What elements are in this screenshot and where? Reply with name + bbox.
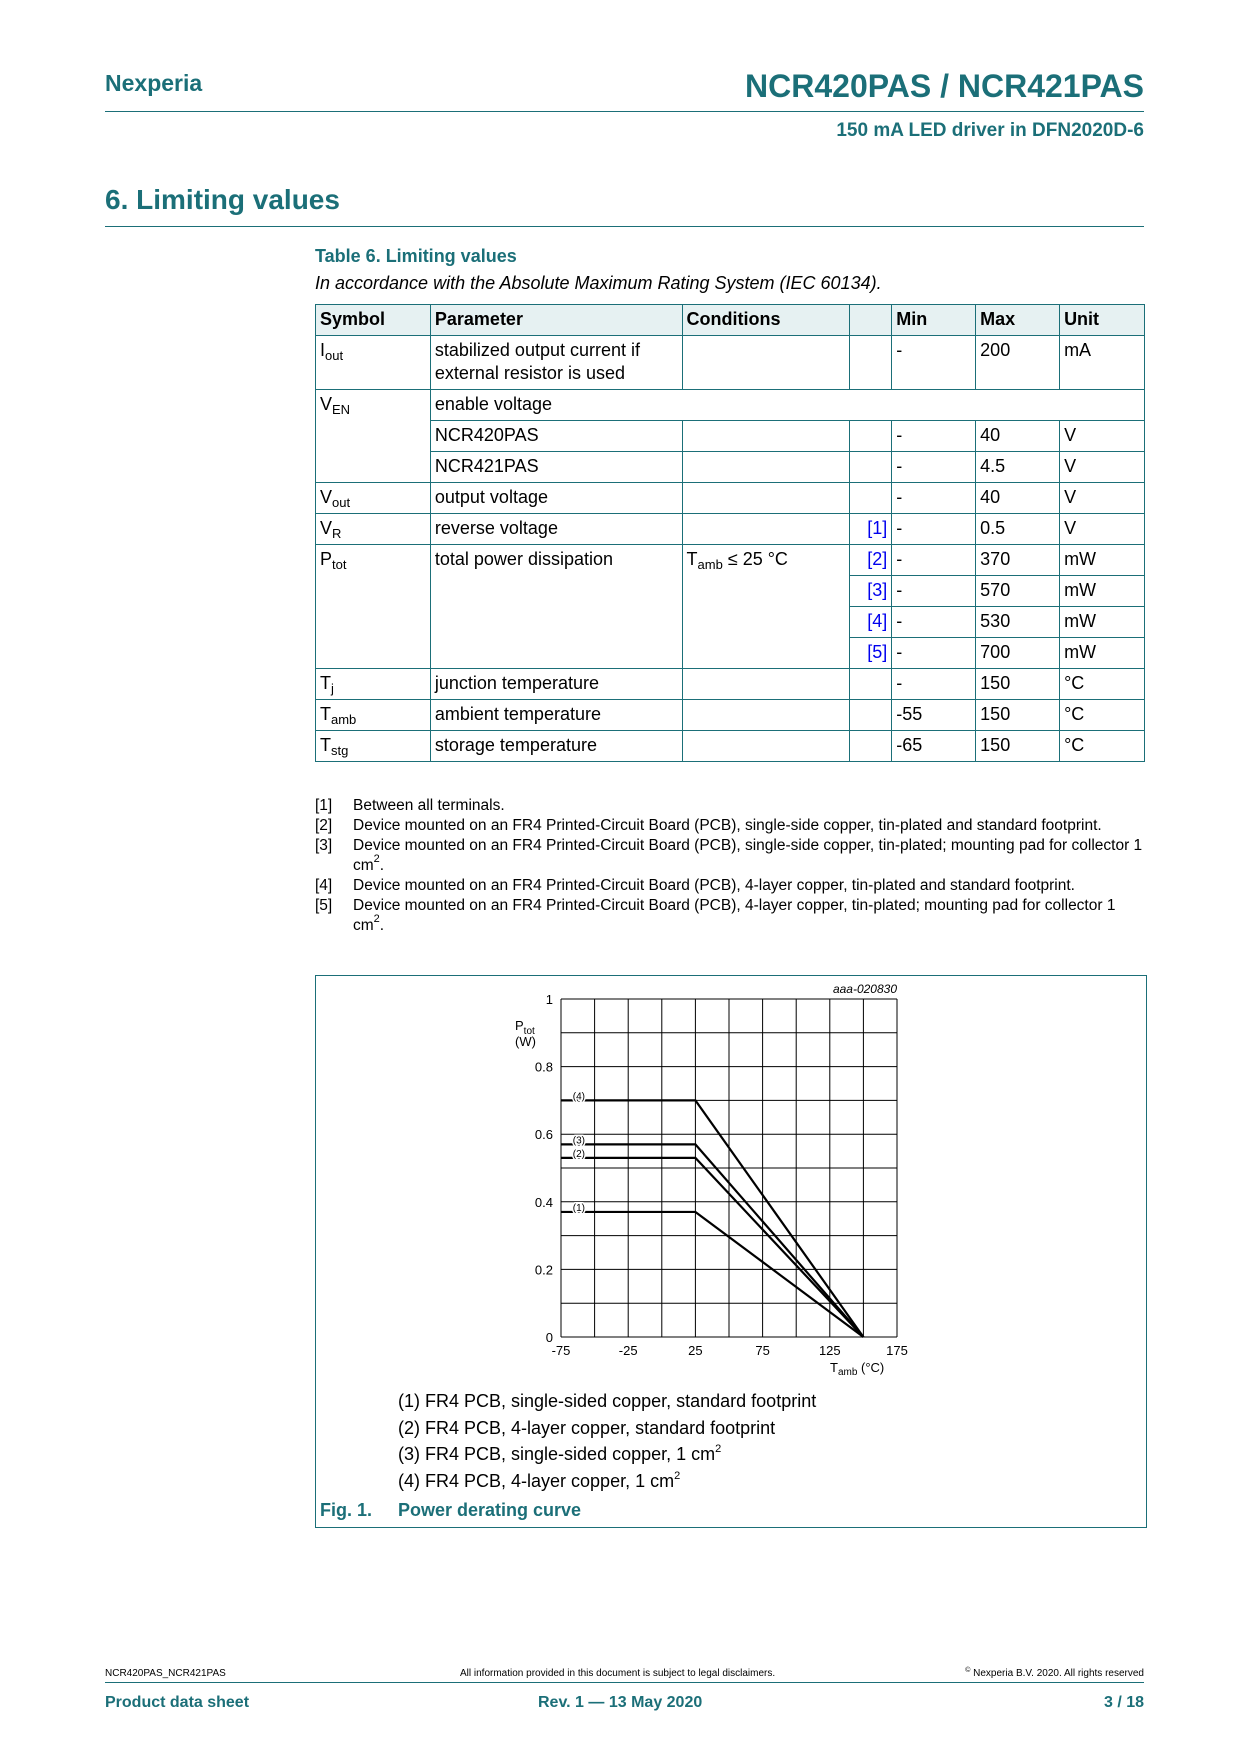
unit-cell: mW (1060, 607, 1145, 638)
min-cell: -55 (892, 700, 976, 731)
max-cell: 4.5 (976, 452, 1060, 483)
max-cell: 150 (976, 700, 1060, 731)
footnote-ref-link[interactable]: [1] (850, 514, 892, 545)
symbol-cell: $T_{amb}$ (316, 700, 431, 731)
footnote-item: [4] Device mounted on an FR4 Printed-Circuit Board (PCB), 4-layer copper, tin-plated and standard footprint. (315, 877, 1075, 894)
symbol-cell: $T_{stg}$ (316, 731, 431, 762)
ref-cell (850, 700, 892, 731)
min-cell: -65 (892, 731, 976, 762)
header-max: Max (976, 305, 1060, 336)
min-cell: - (892, 576, 976, 607)
y-tick-label: 1 (545, 992, 553, 1007)
max-cell: 530 (976, 607, 1060, 638)
min-cell: - (892, 336, 976, 390)
parameter-cell: junction temperature (430, 669, 682, 700)
figure-frame (315, 975, 1147, 1528)
table-title: Table 6. Limiting values (315, 246, 517, 266)
max-cell: 0.5 (976, 514, 1060, 545)
table-header-row (316, 305, 1145, 336)
footer-doc-type: Product data sheet (105, 1694, 250, 1711)
series-line (561, 1158, 863, 1337)
series-label: (3) (572, 1135, 585, 1147)
limiting-values-table (315, 304, 1145, 762)
unit-cell: V (1060, 514, 1145, 545)
figure-caption: Fig. 1. Power derating curve (320, 1500, 582, 1520)
unit-cell: mW (1060, 638, 1145, 669)
section-title: 6. Limiting values (105, 184, 340, 215)
unit-cell: °C (1060, 669, 1145, 700)
ref-cell (850, 669, 892, 700)
table-row (316, 483, 1145, 514)
header-min: Min (892, 305, 976, 336)
parameter-cell: ambient temperature (430, 700, 682, 731)
legend-item: (2) FR4 PCB, 4-layer copper, standard footprint (398, 1417, 776, 1438)
y-axis-unit: (W) (515, 1034, 536, 1049)
header-parameter: Parameter (430, 305, 682, 336)
footer-copyright: © Nexperia B.V. 2020. All rights reserved (965, 1667, 1144, 1679)
conditions-cell (682, 483, 850, 514)
series-label: (1) (572, 1202, 585, 1214)
x-tick-label: 25 (688, 1343, 703, 1358)
y-tick-label: 0 (545, 1330, 553, 1345)
min-cell: - (892, 669, 976, 700)
table-row (316, 731, 1145, 762)
min-cell: - (892, 421, 976, 452)
x-tick-label: 75 (755, 1343, 770, 1358)
footnotes (315, 796, 1145, 936)
header-divider (105, 111, 1144, 112)
y-axis-label: $P_{tot}$ (515, 1018, 535, 1037)
unit-cell: V (1060, 421, 1145, 452)
table-row (316, 336, 1145, 390)
footnote-ref-link[interactable]: [2] (850, 545, 892, 576)
footnote-item: [3] Device mounted on an FR4 Printed-Circuit Board (PCB), single-side copper, tin-plated; mounting pad for collector 1 $cm^2$. (315, 837, 1143, 874)
parameter-cell: NCR420PAS (430, 421, 682, 452)
conditions-cell (682, 452, 850, 483)
x-tick-label: -25 (618, 1343, 638, 1358)
parameter-cell: total power dissipation (430, 545, 682, 669)
max-cell: 200 (976, 336, 1060, 390)
footnote-item: [1] Between all terminals. (315, 797, 505, 814)
header-unit: Unit (1060, 305, 1145, 336)
parameter-cell: output voltage (430, 483, 682, 514)
unit-cell: mA (1060, 336, 1145, 390)
table-row (316, 545, 1145, 576)
header-symbol: Symbol (316, 305, 431, 336)
table-row (316, 390, 1145, 421)
table-row (316, 700, 1145, 731)
max-cell: 40 (976, 483, 1060, 514)
y-tick-label: 0.8 (534, 1059, 553, 1075)
series-line (561, 1144, 863, 1337)
table-row (316, 669, 1145, 700)
footer-disclaimer: All information provided in this document is subject to legal disclaimers. (460, 1668, 776, 1679)
ref-cell (850, 336, 892, 390)
table-row (316, 421, 1145, 452)
conditions-cell (682, 669, 850, 700)
conditions-cell (682, 731, 850, 762)
min-cell: - (892, 638, 976, 669)
document-title: NCR420PAS / NCR421PAS (745, 68, 1144, 104)
series-line (561, 1100, 863, 1337)
symbol-cell: $I_{out}$ (316, 336, 431, 390)
parameter-cell: enable voltage (430, 390, 1144, 421)
symbol-cell: $V_{out}$ (316, 483, 431, 514)
parameter-cell: NCR421PAS (430, 452, 682, 483)
x-tick-label: -75 (551, 1343, 571, 1358)
parameter-cell: reverse voltage (430, 514, 682, 545)
symbol-cell: $V_{EN}$ (316, 390, 431, 483)
symbol-cell: $V_R$ (316, 514, 431, 545)
document-subtitle: 150 mA LED driver in DFN2020D-6 (836, 120, 1144, 141)
min-cell: - (892, 452, 976, 483)
chart-code-label: aaa-020830 (832, 982, 897, 996)
footnote-ref-link[interactable]: [3] (850, 576, 892, 607)
section-divider (105, 226, 1144, 227)
footnote-item: [5] Device mounted on an FR4 Printed-Circuit Board (PCB), 4-layer copper, tin-plated; mounting pad for collector 1 $cm^2$. (315, 897, 1116, 934)
series-label: (4) (572, 1091, 585, 1103)
symbol-cell: $P_{tot}$ (316, 545, 431, 669)
series-label: (2) (572, 1148, 585, 1160)
unit-cell: V (1060, 483, 1145, 514)
max-cell: 700 (976, 638, 1060, 669)
parameter-cell: stabilized output current if external resistor is used (430, 336, 682, 390)
max-cell: 150 (976, 731, 1060, 762)
parameter-cell: storage temperature (430, 731, 682, 762)
chart-legend (398, 1388, 816, 1494)
power-derating-chart (316, 976, 1146, 1396)
conditions-cell (682, 421, 850, 452)
table-row (316, 514, 1145, 545)
footnote-ref-link[interactable]: [4] (850, 607, 892, 638)
conditions-cell (682, 514, 850, 545)
ref-cell (850, 421, 892, 452)
max-cell: 570 (976, 576, 1060, 607)
footer-page-number: 3 / 18 (1103, 1694, 1144, 1711)
conditions-cell (682, 336, 850, 390)
min-cell: - (892, 514, 976, 545)
ref-cell (850, 731, 892, 762)
table-row (316, 452, 1145, 483)
symbol-cell: $T_j$ (316, 669, 431, 700)
unit-cell: V (1060, 452, 1145, 483)
legend-item: (4) FR4 PCB, 4-layer copper, 1 $cm^2$ (398, 1469, 681, 1491)
unit-cell: mW (1060, 545, 1145, 576)
header-conditions: Conditions (682, 305, 850, 336)
x-tick-label: 175 (886, 1343, 908, 1358)
y-tick-label: 0.2 (534, 1262, 553, 1278)
ref-cell (850, 483, 892, 514)
y-tick-label: 0.6 (534, 1127, 553, 1143)
legend-item: (1) FR4 PCB, single-sided copper, standard footprint (398, 1391, 817, 1411)
unit-cell: °C (1060, 700, 1145, 731)
min-cell: - (892, 483, 976, 514)
ref-cell (850, 452, 892, 483)
min-cell: - (892, 545, 976, 576)
y-tick-label: 0.4 (534, 1194, 553, 1210)
header-ref (850, 305, 892, 336)
footer-revision: Rev. 1 — 13 May 2020 (538, 1694, 703, 1711)
footer-divider (105, 1682, 1144, 1683)
footer-doc-id: NCR420PAS_NCR421PAS (105, 1668, 226, 1679)
x-axis-label: $T_{amb}$ (°C) (830, 1360, 885, 1378)
unit-cell: mW (1060, 576, 1145, 607)
max-cell: 150 (976, 669, 1060, 700)
legend-item: (3) FR4 PCB, single-sided copper, 1 $cm^2$ (398, 1443, 722, 1464)
footnote-ref-link[interactable]: [5] (850, 638, 892, 669)
max-cell: 370 (976, 545, 1060, 576)
footnote-item: [2] Device mounted on an FR4 Printed-Circuit Board (PCB), single-side copper, tin-plated and standard footprint. (315, 817, 1102, 834)
conditions-cell (682, 700, 850, 731)
conditions-cell: $T_{amb} \le 25$ °C (682, 545, 850, 669)
unit-cell: °C (1060, 731, 1145, 762)
max-cell: 40 (976, 421, 1060, 452)
min-cell: - (892, 607, 976, 638)
brand-logo: Nexperia (105, 70, 203, 96)
table-note: In accordance with the Absolute Maximum Rating System (IEC 60134). (315, 273, 882, 293)
x-tick-label: 125 (818, 1343, 841, 1358)
